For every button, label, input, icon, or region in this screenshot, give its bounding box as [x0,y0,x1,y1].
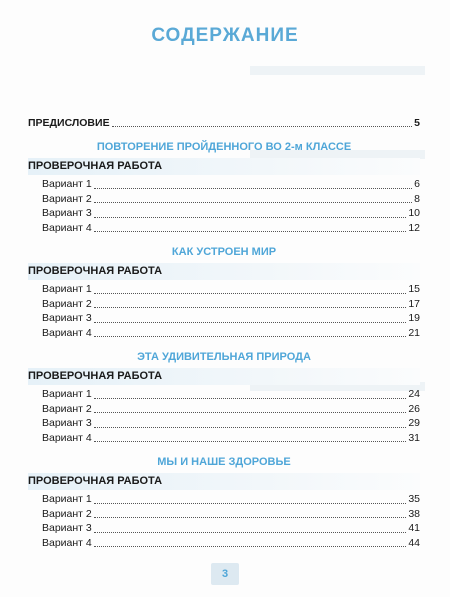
toc-entry-variant[interactable] [28,507,420,522]
toc-entry-variant[interactable] [28,521,420,536]
toc-section [28,350,420,445]
dot-leader [94,201,412,203]
dot-leader [94,216,407,218]
toc-entry-label: Вариант 4 [42,221,92,234]
toc-page-number: 10 [408,207,420,219]
toc-page-number: 17 [408,297,420,310]
toc-entry-label: Вариант 1 [42,283,92,295]
toc-entry-variant[interactable] [28,326,420,341]
section-title: КАК УСТРОЕН МИР [171,246,277,258]
toc-page-number: 15 [408,283,420,295]
toc-page-number: 19 [408,312,420,324]
toc-page-number: 35 [408,493,420,505]
section-title: ПОВТОРЕНИЕ ПРОЙДЕННОГО ВО 2-м КЛАССЕ [96,141,352,153]
work-title: ПРОВЕРОЧНАЯ РАБОТА [28,473,420,490]
toc-entry-variant[interactable] [28,221,420,236]
dot-leader [112,125,413,127]
toc-entry-variant[interactable] [28,387,420,402]
page-number-box [211,563,239,585]
toc-entry-label: ПРЕДИСЛОВИЕ [28,117,110,129]
toc-page-number: 8 [414,192,420,205]
dot-leader [94,187,412,189]
toc-entry-label: Вариант 1 [42,493,92,505]
variant-list [28,387,420,445]
toc-section [28,455,420,550]
dot-leader [94,397,407,399]
dot-leader [94,502,407,504]
toc-entry-label: Вариант 3 [42,207,92,219]
toc-section [28,140,420,235]
toc-entry-label: Вариант 1 [42,178,92,190]
dot-leader [94,531,407,533]
toc-entry-label: Вариант 2 [42,192,92,205]
work-title: ПРОВЕРОЧНАЯ РАБОТА [28,368,420,385]
toc-entry-variant[interactable] [28,492,420,507]
dot-leader [94,545,407,547]
work-title: ПРОВЕРОЧНАЯ РАБОТА [28,158,420,175]
toc-entry-label: Вариант 4 [42,431,92,444]
variant-list [28,492,420,550]
toc-entry-label: Вариант 2 [42,402,92,415]
toc-page-number: 44 [408,536,420,549]
toc-entry-variant[interactable] [28,282,420,297]
variant-list [28,177,420,235]
dot-leader [94,306,407,308]
variant-list [28,282,420,340]
toc-entry-label: Вариант 3 [42,312,92,324]
toc-entry-variant[interactable] [28,297,420,312]
page-title: СОДЕРЖАНИЕ [151,25,299,46]
toc-entry-label: Вариант 2 [42,297,92,310]
toc-entry-variant[interactable] [28,416,420,431]
dot-leader [94,440,407,442]
page-number: 3 [221,568,229,580]
table-of-contents [28,112,420,550]
toc-entry-variant[interactable] [28,402,420,417]
dot-leader [94,426,407,428]
toc-page-number: 24 [408,388,420,400]
toc-page-number: 31 [408,431,420,444]
toc-entry-label: Вариант 3 [42,417,92,429]
dot-leader [94,292,407,294]
toc-entry-preface[interactable] [28,116,420,130]
toc-page-number: 6 [414,178,420,190]
toc-page-number: 12 [408,221,420,234]
toc-entry-label: Вариант 2 [42,507,92,520]
bleed-through-decoration [250,66,425,75]
toc-entry-label: Вариант 4 [42,536,92,549]
toc-entry-variant[interactable] [28,177,420,192]
toc-entry-variant[interactable] [28,536,420,551]
toc-entry-variant[interactable] [28,206,420,221]
toc-page-number: 38 [408,507,420,520]
toc-page-number: 5 [414,117,420,129]
dot-leader [94,411,407,413]
dot-leader [94,230,407,232]
toc-entry-label: Вариант 3 [42,522,92,534]
toc-page-number: 26 [408,402,420,415]
dot-leader [94,516,407,518]
toc-entry-variant[interactable] [28,311,420,326]
toc-entry-label: Вариант 1 [42,388,92,400]
work-title: ПРОВЕРОЧНАЯ РАБОТА [28,263,420,280]
toc-entry-variant[interactable] [28,192,420,207]
toc-page-number: 21 [408,326,420,339]
section-title: ЭТА УДИВИТЕЛЬНАЯ ПРИРОДА [137,351,311,363]
dot-leader [94,335,407,337]
toc-entry-label: Вариант 4 [42,326,92,339]
toc-page-number: 29 [408,417,420,429]
dot-leader [94,321,407,323]
toc-section [28,245,420,340]
toc-entry-variant[interactable] [28,431,420,446]
toc-page-number: 41 [408,522,420,534]
section-title: МЫ И НАШЕ ЗДОРОВЬЕ [157,456,291,468]
